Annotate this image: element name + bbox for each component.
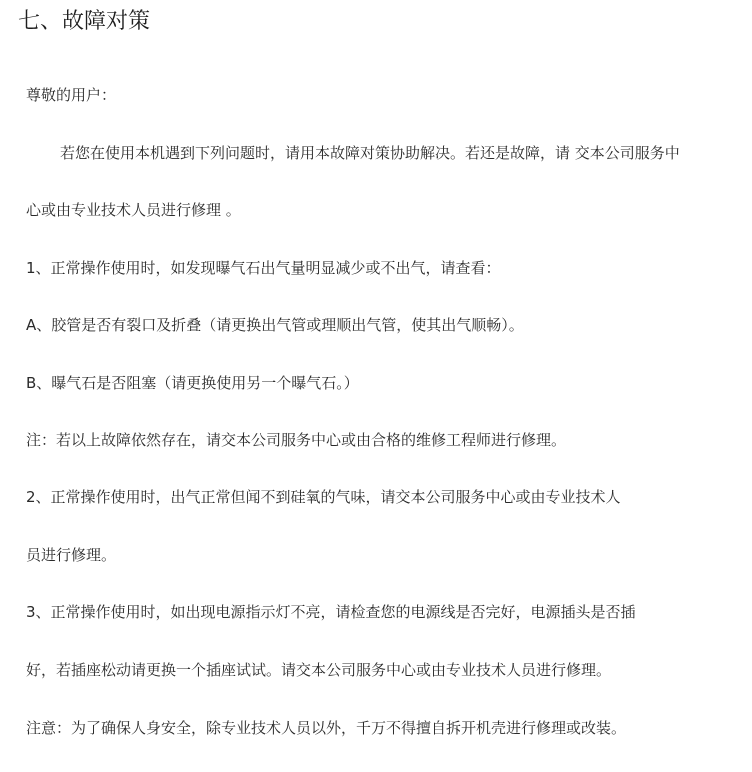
intro-paragraph-line-1: 若您在使用本机遇到下列问题时，请用本故障对策协助解决。若还是故障，请 交本公司服务中 bbox=[60, 144, 680, 162]
troubleshoot-item-1a: A、胶管是否有裂口及折叠（请更换出气管或理顺出气管，使其出气顺畅）。 bbox=[26, 316, 524, 334]
intro-paragraph-line-2: 心或由专业技术人员进行修理 。 bbox=[26, 201, 241, 219]
greeting: 尊敬的用户： bbox=[26, 86, 117, 104]
troubleshoot-item-3-line-2: 好，若插座松动请更换一个插座试试。请交本公司服务中心或由专业技术人员进行修理。 bbox=[26, 661, 612, 679]
troubleshoot-item-2-line-1: 2、正常操作使用时，出气正常但闻不到硅氧的气味，请交本公司服务中心或由专业技术人 bbox=[26, 488, 621, 506]
troubleshoot-item-3-line-1: 3、正常操作使用时，如出现电源指示灯不亮，请检查您的电源线是否完好，电源插头是否插 bbox=[26, 603, 636, 621]
safety-note: 注意：为了确保人身安全，除专业技术人员以外，千万不得擅自拆开机壳进行修理或改装。 bbox=[26, 719, 627, 737]
troubleshoot-item-2-line-2: 员进行修理。 bbox=[26, 546, 117, 564]
troubleshoot-item-1b: B、曝气石是否阻塞（请更换使用另一个曝气石。） bbox=[26, 374, 359, 392]
troubleshoot-item-1: 1、正常操作使用时，如发现曝气石出气量明显减少或不出气，请查看： bbox=[26, 259, 501, 277]
note-1: 注：若以上故障依然存在，请交本公司服务中心或由合格的维修工程师进行修理。 bbox=[26, 431, 567, 449]
section-title: 七、故障对策 bbox=[18, 9, 151, 34]
